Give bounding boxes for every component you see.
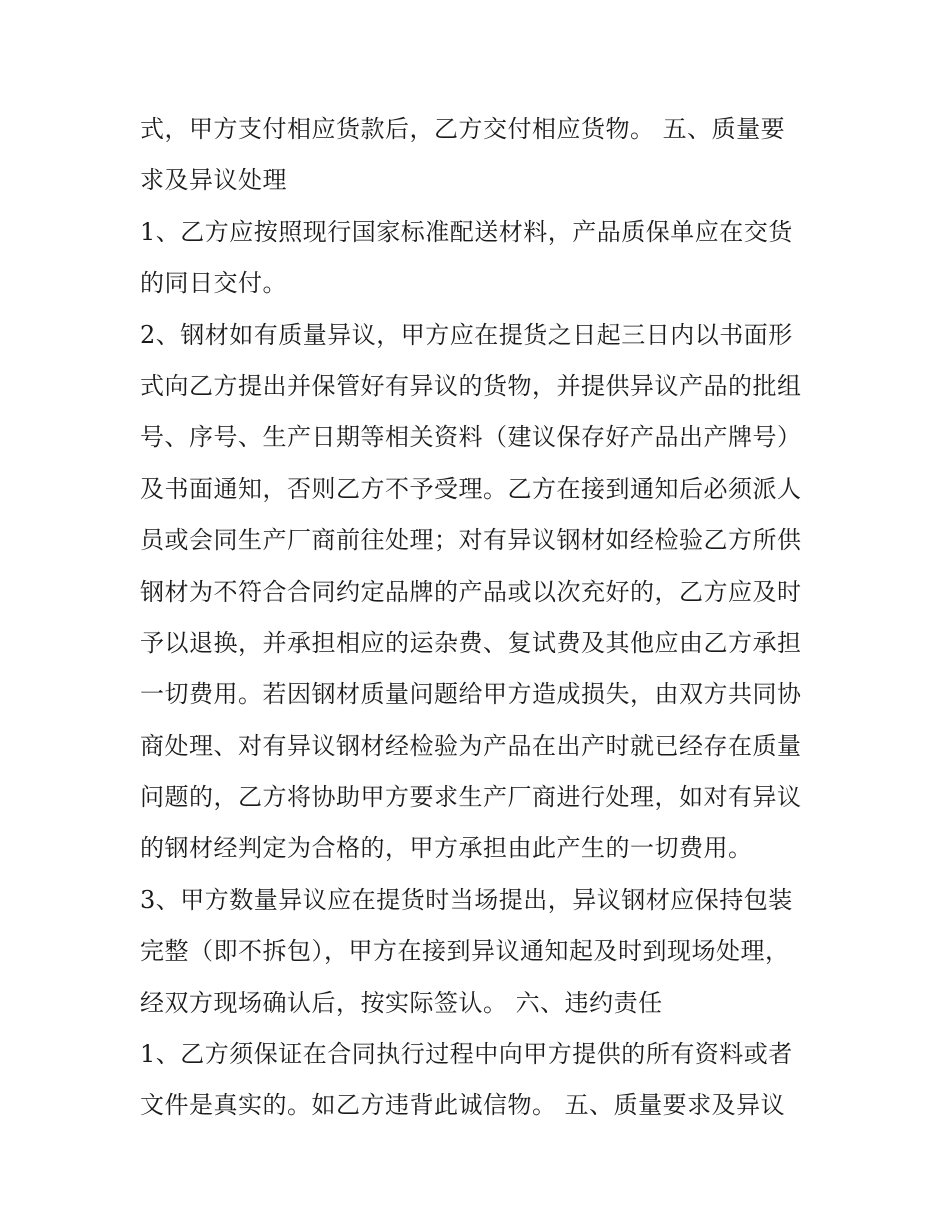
text-line-17: 完整（即不拆包），甲方在接到异议通知起及时到现场处理， (140, 937, 790, 966)
text-line-3: 1、乙方应按照现行国家标准配送材料，产品质保单应在交货 (140, 217, 793, 246)
text-line-15: 的钢材经判定为合格的，甲方承担由此产生的一切费用。 (140, 834, 753, 863)
text-line-14: 问题的，乙方将协助甲方要求生产厂商进行处理，如对有异议 (140, 783, 802, 812)
text-line-16: 3、甲方数量异议应在提货时当场提出，异议钢材应保持包装 (140, 885, 793, 914)
text-line-1: 式，甲方支付相应货款后，乙方交付相应货物。 五、质量要 (140, 115, 786, 143)
text-line-8: 及书面通知，否则乙方不予受理。乙方在接到通知后必须派人 (140, 474, 802, 503)
contract-text-body (140, 104, 830, 1132)
text-line-2: 求及异议处理 (140, 166, 287, 195)
text-line-13: 商处理、对有异议钢材经检验为产品在出产时就已经存在质量 (140, 731, 802, 760)
text-line-11: 予以退换，并承担相应的运杂费、复试费及其他应由乙方承担 (140, 628, 802, 657)
text-line-19: 1、乙方须保证在合同执行过程中向甲方提供的所有资料或者 (140, 1040, 793, 1069)
text-line-5: 2、钢材如有质量异议，甲方应在提货之日起三日内以书面形 (140, 320, 793, 349)
text-line-6: 式向乙方提出并保管好有异议的货物，并提供异议产品的批组 (140, 371, 802, 400)
text-line-7: 号、序号、生产日期等相关资料（建议保存好产品出产牌号） (140, 423, 802, 452)
text-line-4: 的同日交付。 (140, 269, 287, 298)
text-line-12: 一切费用。若因钢材质量问题给甲方造成损失，由双方共同协 (140, 680, 802, 709)
text-line-10: 钢材为不符合合同约定品牌的产品或以次充好的，乙方应及时 (140, 577, 802, 606)
text-line-20: 文件是真实的。如乙方违背此诚信物。 五、质量要求及异议 (140, 1091, 786, 1120)
text-line-18: 经双方现场确认后，按实际签认。 六、违约责任 (140, 988, 663, 1017)
text-line-9: 员或会同生产厂商前往处理；对有异议钢材如经检验乙方所供 (140, 526, 802, 555)
